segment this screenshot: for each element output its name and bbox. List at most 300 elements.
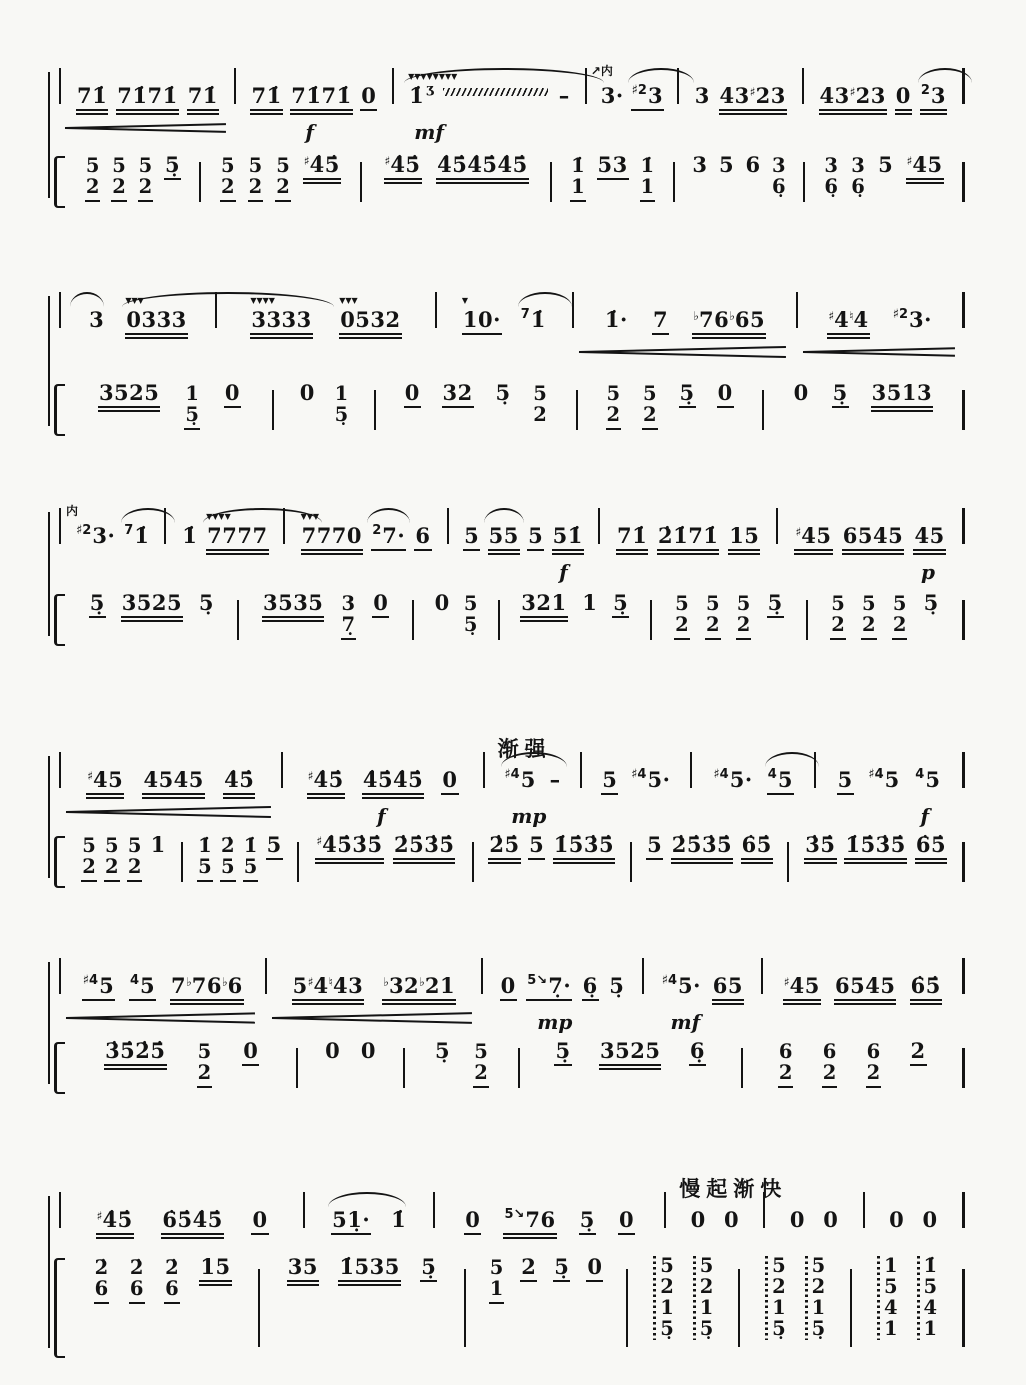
measure [475,834,629,863]
note-token [337,1256,401,1285]
note-token [250,1206,269,1238]
note-digits: 5 [140,972,156,998]
melody-line [58,736,966,828]
note-digits: 5̣ [579,1206,595,1232]
beam-underline [910,999,942,1001]
beam-underline [362,793,424,795]
note-digits: 55 [488,522,519,548]
chord-note: 6 [165,1277,179,1300]
note-digits: 0 [252,1206,268,1232]
beam-underline [827,333,869,335]
accidental: ♯ [316,834,323,848]
beam-underline [96,1233,134,1235]
measure [62,503,163,554]
note-token [716,382,735,411]
note-token [600,766,619,798]
note-token [552,1256,571,1285]
note-token [909,972,943,1004]
chord-note: 1 [571,175,585,198]
beam-underline [371,549,406,551]
hairpin-line [802,351,954,356]
measure [805,82,961,114]
beam-underline [500,999,517,1001]
barline [863,1192,865,1228]
beam-underline [819,113,887,115]
barline [626,1269,628,1347]
beam-underline [913,549,945,551]
beam-underline [646,858,663,860]
note-token [519,592,568,621]
hairpin-line [66,811,271,817]
accidental: ♭ [186,974,192,989]
beam-underline [251,1233,268,1235]
measure [184,834,296,885]
beam-underline [554,1064,571,1066]
beam-underline [436,178,529,180]
measure [240,592,412,643]
chord-note: 2 [82,855,96,878]
note-token [222,766,256,798]
note-token [860,592,878,643]
chord-note: 5 [220,855,235,878]
beam-underline [892,638,908,640]
note-token [300,510,364,554]
beam-underline [104,1068,166,1070]
barline [498,600,500,640]
chord-note: 6̣ [824,175,838,198]
measure [415,592,496,643]
beam-underline [301,553,363,555]
measure [486,736,580,828]
barline [741,1048,743,1088]
chord-note: 5̣ [185,403,199,426]
beam-underline [187,109,219,111]
chord-stack [772,1256,786,1340]
beam-underline [220,880,236,882]
tremolo-marks-icon: ▼▼▼ [300,510,320,521]
measure [693,766,813,798]
note-token [472,1040,490,1091]
note-token [371,592,390,621]
note-digits: 71̇ [187,82,218,108]
beam-underline [631,109,664,111]
accidental: ♮ [328,974,333,989]
note-digits: 0 [793,380,809,405]
note-digits: 1̇ [409,82,425,108]
beam-underline [794,549,832,551]
note-digits: 0 [404,380,420,405]
beam-underline [393,858,455,860]
chord-stack [185,384,199,426]
chord-note: 5 [489,1256,504,1279]
chord-note: 2 [197,1061,212,1084]
beam-underline [834,999,896,1001]
measure [583,766,689,798]
chord-note: 5 [606,382,621,405]
arpeggio-wavy-line [917,1256,920,1340]
grace-note: ♯4 [82,972,99,988]
beam-underline [339,333,401,335]
note-digits: 2 [910,1038,926,1063]
beam-underline [307,793,345,795]
beam-underline [736,638,752,640]
system-connector-line [48,962,50,1084]
note-digits: 32 [442,380,473,405]
note-digits: 1 [582,590,598,615]
note-token [88,592,107,621]
chord-note: 1 [334,382,349,405]
beam-underline [767,616,784,618]
chord-note: 3 [341,592,356,615]
note-token [84,154,102,205]
note-digits: 5̣ [495,380,511,405]
note-digits: 15 [729,522,760,548]
beam-underline [844,862,906,864]
note-digits: ♯45 [795,522,832,548]
note-token [645,834,664,863]
chord-stack [851,156,865,198]
accidental: ♯ [906,154,913,168]
grace-note: 5↘ [527,972,548,988]
note-digits: 3513 [871,380,933,405]
note-digits: 1 [150,832,166,857]
note-digits: 5 [520,766,536,792]
note-token [461,294,503,338]
note-digits: 0 [434,590,450,615]
beam-underline [520,616,567,618]
hairpin-line [579,351,786,358]
beam-underline [292,1003,365,1005]
note-digits: 2̇5̇3̇5̇ [671,832,733,857]
chord-note: 2 [105,855,119,878]
measure [741,1256,849,1351]
chord-note: 2 [606,403,621,426]
accidental: ♭ [383,974,389,989]
tempo-expression-text: 慢起渐快 [679,1176,788,1201]
note-digits: 51̇ [552,522,583,548]
note-token [727,522,761,554]
beam-underline [489,1302,505,1304]
note-token [120,592,184,621]
beam-underline [266,858,283,860]
chord-note: 5 [862,592,876,615]
note-token [822,154,840,205]
chord [675,594,689,636]
note-digits: 5♯4♮43 [292,972,364,998]
beam-underline [599,1064,661,1066]
chord-note: 2̇ [220,834,235,857]
chord [198,836,212,878]
note-token [553,1040,572,1069]
note-token [803,1256,828,1351]
chord-stack [130,1258,144,1300]
measure [601,522,775,554]
measure [575,306,796,338]
note-token [660,972,703,1034]
note-digits: 6̇5̇ [741,832,772,857]
beam-underline [871,406,933,408]
note-digits: 5 [647,832,663,857]
note-token [302,154,342,183]
measure [645,972,760,1034]
barline [59,958,61,994]
beam-underline [822,1086,838,1088]
accidental: ♭ [693,308,699,323]
beam-underline [142,797,204,799]
note-digits: 10· [462,306,501,332]
note-digits: 5 [925,766,941,792]
note-token [922,592,941,621]
note-digits: 0 [243,1038,259,1063]
note-digits: 5̣ [767,590,783,615]
beam-underline [393,862,455,864]
arpeggio-wavy-line [877,1256,880,1340]
beam-underline [104,880,120,882]
beam-underline [895,109,912,111]
system-connector-line [48,1196,50,1348]
accidental: ♮ [849,308,854,323]
slur-arc [367,508,410,523]
beam-underline [96,1237,134,1239]
note-token [829,592,847,643]
note-token [688,1040,707,1069]
measure [579,382,761,433]
note-token [921,1206,940,1238]
beam-underline [719,109,787,111]
grace-note: 7 [124,522,134,538]
beam-underline [910,1003,942,1005]
note-token [419,1256,438,1285]
note-token [548,766,563,798]
beam-underline [362,797,424,799]
beam-underline [164,178,181,180]
beam-underline [315,858,383,860]
chord-note: 5 [198,855,212,878]
note-token [223,382,242,411]
hairpin-line [65,127,226,132]
chord-note: 5 [248,154,263,177]
beam-underline [384,182,422,184]
beam-underline [86,793,124,795]
beam-underline [895,113,912,115]
chord-note: 1 [884,1254,898,1277]
staff-bracket [54,1042,65,1094]
accompaniment-line [58,1256,966,1360]
note-digits: 7 [653,306,669,332]
chord-note: 2 [248,175,263,198]
note-token [87,306,106,338]
note-token [81,972,116,1004]
note-digits: ♯45 [906,152,943,177]
beam-underline [184,428,200,430]
note-token [673,592,691,643]
note-token [169,972,245,1004]
chord-note: 5 [463,592,478,615]
note-token [487,522,521,554]
note-token [487,834,521,863]
note-token [110,154,128,205]
note-token [651,1256,676,1351]
beam-underline [719,113,787,115]
barline [962,842,965,882]
arpeggio-wavy-line [805,1256,808,1340]
measure [790,834,961,863]
chord [653,1256,674,1340]
note-digits: 0 [724,1206,740,1232]
chord [105,836,119,878]
chord-note: 1̇ [640,154,655,177]
note-digits: 65 [712,972,743,998]
hairpin-line [66,1017,255,1023]
chord-stack [165,1258,179,1300]
barline [650,600,652,640]
beam-underline [199,1280,231,1282]
chord-stack [706,594,720,636]
barline [962,752,965,788]
beam-underline [473,1086,489,1088]
note-digits: 5̣ [609,972,625,998]
accidental: ♯ [87,768,94,783]
beam-underline [303,178,341,180]
chord-note: 6 [778,1040,793,1063]
chord-stack [643,384,657,426]
note-token [241,1040,260,1069]
beam-underline [404,406,421,408]
barline [296,1048,298,1088]
note-token [782,972,822,1004]
chord-note: 2 [831,613,845,636]
measure [484,972,641,1034]
chord-stack [924,1256,938,1340]
note-token [866,766,901,798]
note-digits: 5 [718,152,735,177]
beam-underline [372,616,389,618]
note-token [122,522,151,554]
chord [82,836,96,878]
note-token [75,82,109,114]
accidental: ♯ [828,308,835,323]
note-digits: 0 [442,766,458,792]
beam-underline [197,1086,213,1088]
note-token [519,306,548,338]
grace-note: 7 [520,306,530,322]
beam-underline [290,109,352,111]
grace-note: ♯4 [504,766,520,782]
beam-underline [915,862,947,864]
note-token [80,834,98,885]
chord [221,836,235,878]
chord [693,1256,714,1340]
measure [237,82,391,144]
beam-underline [612,616,629,618]
grace-note: 4 [767,766,777,782]
chord-stack [824,156,838,198]
barline [550,162,552,202]
measure [68,154,198,205]
measure [817,766,961,828]
accompaniment-line [58,382,966,438]
note-token [462,592,480,643]
barline [181,842,183,882]
barline [962,958,965,994]
beam-underline [920,113,947,115]
chord-note: 1 [640,175,655,198]
note-digits: 3̇5̇ [805,832,836,857]
note-token [611,592,630,621]
chord-note: 2 [866,1061,881,1084]
chord-stack [244,836,258,878]
beam-underline [220,200,236,202]
beam-underline [338,1284,400,1286]
note-token [891,306,934,338]
beam-underline [86,797,124,799]
note-token [433,1040,452,1069]
chord-note: 1 [699,1296,714,1319]
slur-arc [484,508,524,523]
note-digits: 0 [789,1206,805,1232]
accompaniment-line [58,834,966,890]
note-digits: 5 [464,522,480,548]
chord [779,1042,793,1084]
beam-underline [671,858,733,860]
dynamic-marking: mf [670,1010,701,1034]
note-token [249,82,283,114]
measure [284,766,482,828]
barline [664,1192,666,1228]
chord [533,384,547,426]
measure [202,154,359,205]
note-token [163,1256,181,1307]
beam-underline [94,1302,110,1304]
beam-underline [503,1237,556,1239]
chord [641,156,655,198]
chord-note: 2 [862,613,876,636]
measure [588,63,676,114]
note-digits: 6545 [835,972,896,998]
note-digits: ♭76♭65 [693,306,766,332]
system-5 [58,948,966,1096]
note-token [383,154,423,183]
chord [706,594,720,636]
note-token [909,1040,928,1069]
chord-note: 2 [699,1275,714,1298]
chord-note: 2 [660,1275,674,1298]
grace-note: ♯4 [868,766,884,782]
beam-underline [290,113,352,115]
note-digits: 0 [587,1254,603,1279]
chord-note: 5 [82,834,96,857]
dynamic-marking: f [376,804,386,828]
chord-stack [675,594,689,636]
note-token [711,972,745,1004]
chord-stack [86,156,100,198]
note-token [433,592,452,621]
note-token [137,154,155,205]
note-digits: 5 [266,832,282,857]
measure [62,972,264,1004]
beam-underline [601,793,618,795]
note-token [639,154,657,205]
note-token [735,592,753,643]
measure [809,592,961,643]
beam-underline [129,999,156,1001]
chord-stack [276,156,290,198]
beam-underline [783,999,821,1001]
beam-underline [116,109,178,111]
note-digits: 3 [930,82,947,108]
beam-underline [111,200,127,202]
note-token [865,1040,883,1091]
